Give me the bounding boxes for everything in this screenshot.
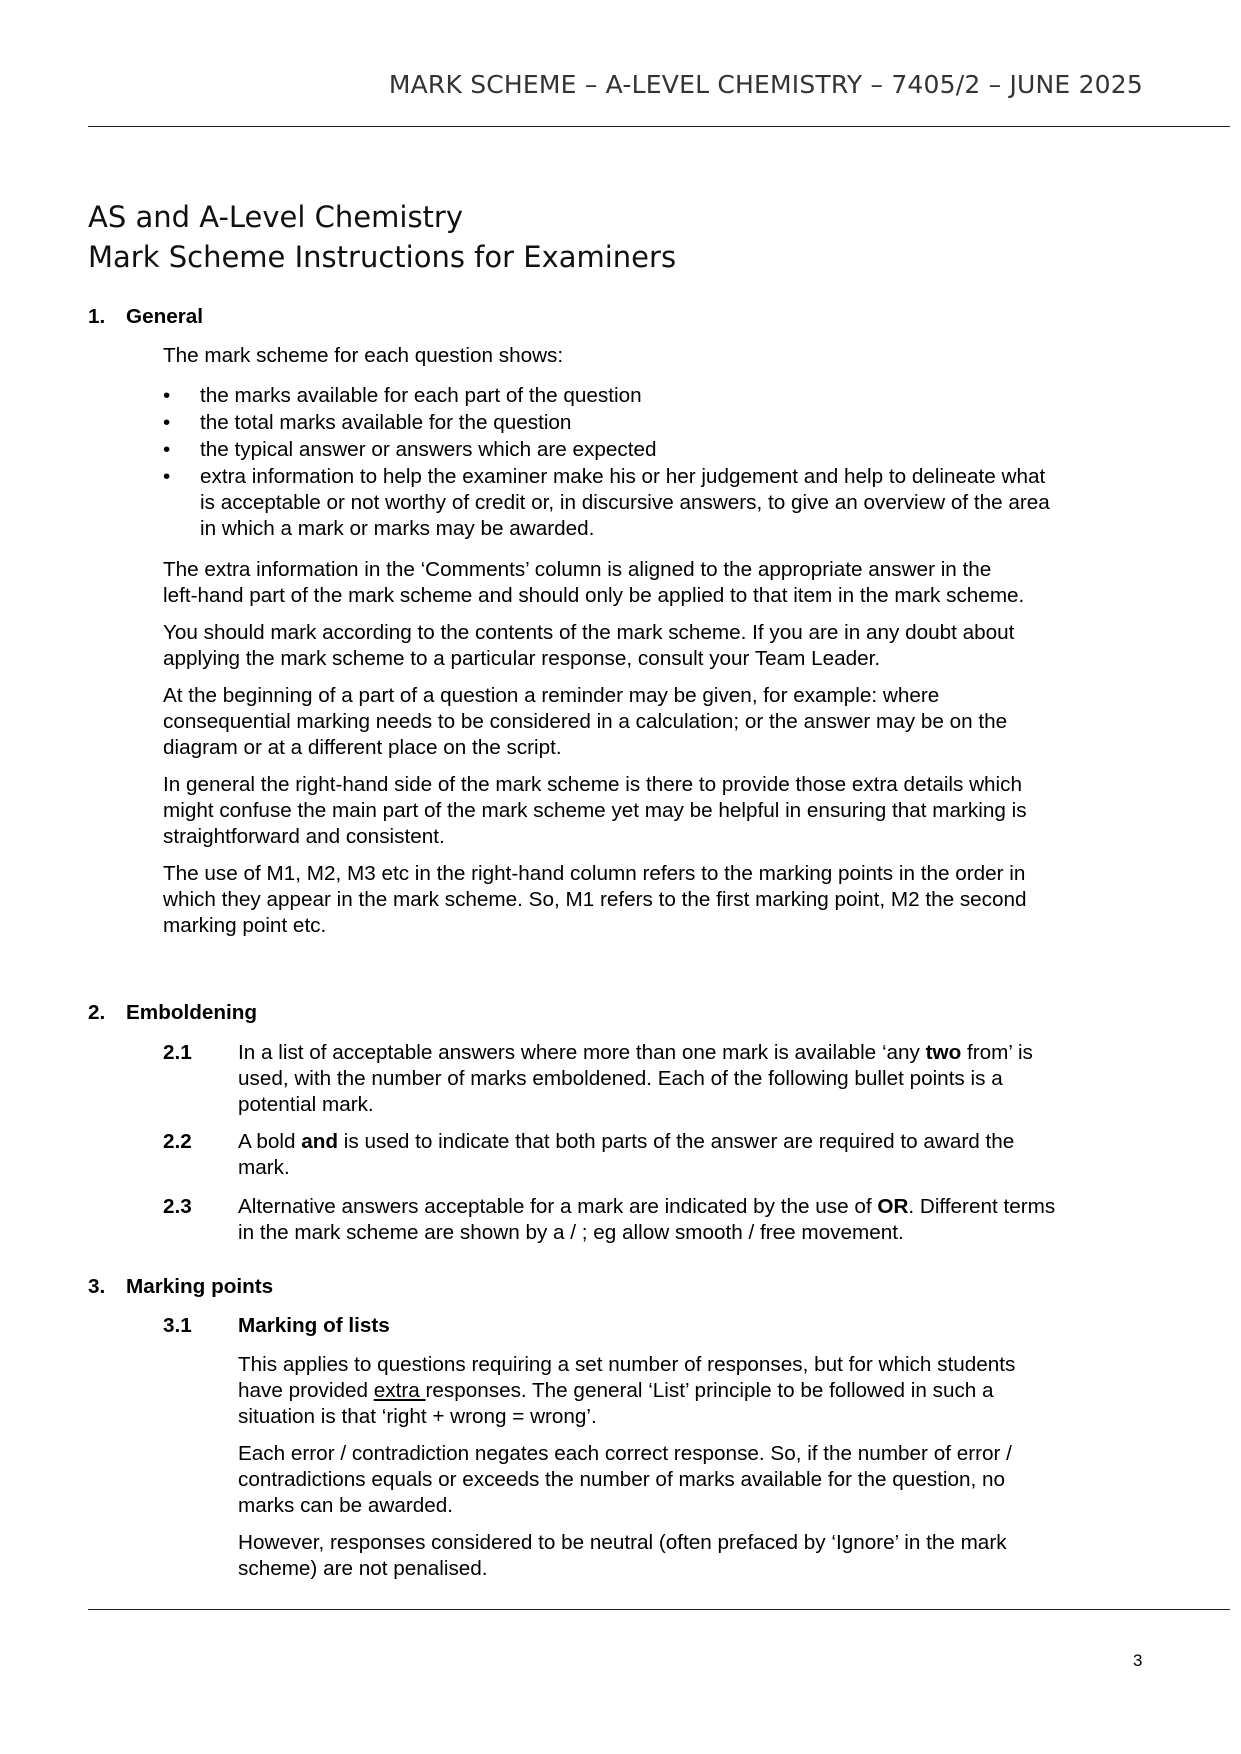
section-number: 3. <box>88 1275 106 1298</box>
doc-subtitle: Mark Scheme Instructions for Examiners <box>88 240 677 274</box>
section-3-heading <box>88 1275 273 1299</box>
bullet-icon: • <box>163 465 171 488</box>
subsection-text: In a list of acceptable answers where more than one mark is available ‘any two from’ is used, with the number of marks emboldened. Each of the following bullet points is a potential mark. <box>238 1041 1033 1116</box>
section-title: Marking points <box>126 1275 274 1298</box>
paragraph: You should mark according to the contents of the mark scheme. If you are in any doubt about applying the mark scheme to a particular response, consult your Team Leader. <box>163 621 1015 670</box>
section-title: General <box>126 305 204 328</box>
section-number: 2. <box>88 1001 106 1024</box>
bullet-icon: • <box>163 438 171 461</box>
paragraph: However, responses considered to be neutral (often prefaced by ‘Ignore’ in the mark scheme) are not penalised. <box>238 1531 1007 1580</box>
subsection-number: 3.1 <box>163 1314 192 1337</box>
section-number: 1. <box>88 305 106 328</box>
section-1-heading <box>88 305 203 329</box>
bullet-text: the typical answer or answers which are expected <box>200 438 657 461</box>
bullet-icon: • <box>163 411 171 434</box>
subsection-title: Marking of lists <box>238 1314 390 1337</box>
subsection-text: Alternative answers acceptable for a mark are indicated by the use of OR. Different terms in the mark scheme are shown by a / ; eg allow smooth / free movement. <box>238 1195 1056 1244</box>
page-number: 3 <box>1133 1651 1143 1670</box>
doc-title: AS and A-Level Chemistry <box>88 200 464 234</box>
paragraph: The extra information in the ‘Comments’ column is aligned to the appropriate answer in the left-hand part of the mark scheme and should only be applied to that item in the mark scheme. <box>163 558 1025 607</box>
section-2-heading <box>88 1001 257 1025</box>
footer-rule <box>88 1609 1230 1610</box>
paragraph: This applies to questions requiring a set number of responses, but for which students have provided extra responses. The general ‘List’ principle to be followed in such a situation is that ‘right + wrong = wrong’. <box>238 1353 1016 1428</box>
subsection-text: A bold and is used to indicate that both parts of the answer are required to award the mark. <box>238 1130 1015 1179</box>
subsection-number: 2.1 <box>163 1041 192 1064</box>
paragraph: In general the right-hand side of the mark scheme is there to provide those extra details which might confuse the main part of the mark scheme yet may be helpful in ensuring that marking is straightforward and consistent. <box>163 773 1027 848</box>
header-title: MARK SCHEME – A-LEVEL CHEMISTRY – 7405/2 – JUNE 2025 <box>388 70 1143 99</box>
section-title: Emboldening <box>126 1001 258 1024</box>
bullet-text: extra information to help the examiner make his or her judgement and help to delineate what is acceptable or not worthy of credit or, in discursive answers, to give an overview of the area in which a mark or marks may be awarded. <box>200 465 1050 540</box>
subsection-number: 2.2 <box>163 1130 192 1153</box>
bullet-icon: • <box>163 384 171 407</box>
paragraph: At the beginning of a part of a question a reminder may be given, for example: where consequential marking needs to be considered in a calculation; or the answer may be on the diagram or at a different place on the script. <box>163 684 1008 759</box>
bullet-text: the marks available for each part of the question <box>200 384 642 407</box>
bullet-text: the total marks available for the question <box>200 411 572 434</box>
paragraph: Each error / contradiction negates each correct response. So, if the number of error / contradictions equals or exceeds the number of marks available for the question, no marks can be awarded. <box>238 1442 1012 1517</box>
subsection-number: 2.3 <box>163 1195 192 1218</box>
paragraph: The use of M1, M2, M3 etc in the right-hand column refers to the marking points in the order in which they appear in the mark scheme. So, M1 refers to the first marking point, M2 the second marking point etc. <box>163 862 1027 937</box>
section-1-intro: The mark scheme for each question shows: <box>163 344 564 367</box>
header-rule <box>88 126 1230 127</box>
